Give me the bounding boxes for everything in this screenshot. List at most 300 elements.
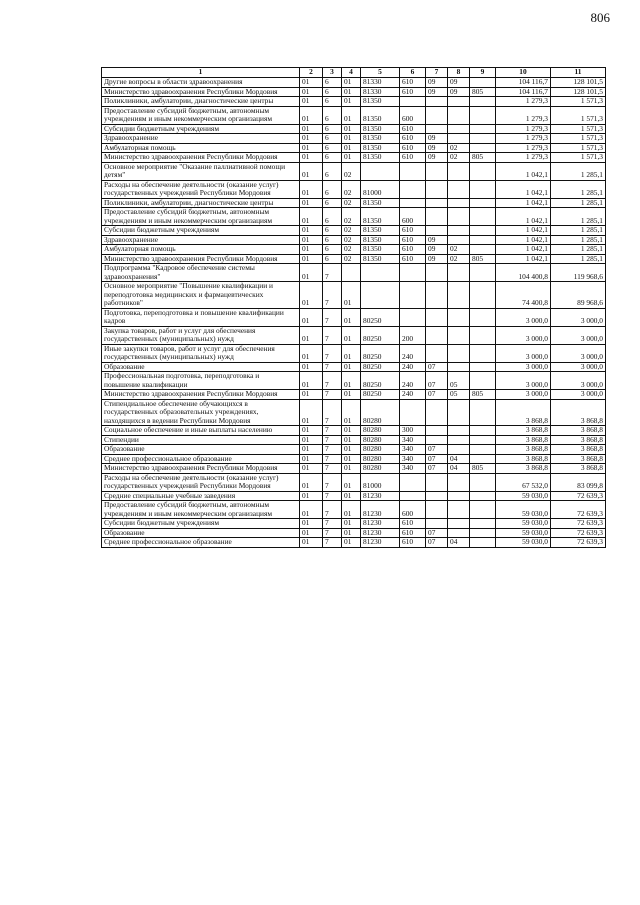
- table-row: [102, 464, 606, 474]
- table-cell: [448, 426, 470, 436]
- row-label-cell: Амбулаторная помощь: [102, 143, 300, 153]
- table-cell: [426, 282, 448, 309]
- table-cell: 72 639,3: [551, 528, 606, 538]
- table-cell: 6: [323, 97, 342, 107]
- table-cell: [426, 106, 448, 124]
- table-cell: 6: [323, 226, 342, 236]
- table-cell: 3 000,0: [496, 372, 551, 390]
- table-cell: 01: [342, 454, 361, 464]
- table-cell: 3 868,8: [551, 464, 606, 474]
- table-cell: 3 868,8: [551, 399, 606, 426]
- table-cell: 01: [342, 326, 361, 344]
- table-cell: 1 285,1: [551, 254, 606, 264]
- table-cell: 01: [300, 326, 323, 344]
- table-cell: [470, 538, 496, 548]
- table-cell: 3 000,0: [496, 308, 551, 326]
- table-cell: 01: [300, 282, 323, 309]
- table-cell: 02: [342, 198, 361, 208]
- table-cell: [426, 226, 448, 236]
- table-cell: 6: [323, 198, 342, 208]
- table-cell: [448, 124, 470, 134]
- table-cell: 01: [342, 78, 361, 88]
- row-label-cell: Основное мероприятие "Оказание паллиативной помощи детям": [102, 162, 300, 180]
- table-cell: 81350: [361, 198, 400, 208]
- table-cell: 01: [300, 245, 323, 255]
- column-header: 3: [323, 68, 342, 78]
- table-cell: 80280: [361, 454, 400, 464]
- table-cell: [448, 235, 470, 245]
- table-cell: 89 968,6: [551, 282, 606, 309]
- table-row: [102, 473, 606, 491]
- table-cell: 7: [323, 344, 342, 362]
- table-cell: [426, 426, 448, 436]
- table-cell: [426, 491, 448, 501]
- table-body: [102, 78, 606, 548]
- table-cell: 3 868,8: [496, 445, 551, 455]
- table-cell: [470, 245, 496, 255]
- table-cell: 610: [400, 226, 426, 236]
- table-cell: 80280: [361, 426, 400, 436]
- row-label-cell: Подпрограмма "Кадровое обеспечение системы здравоохранения": [102, 264, 300, 282]
- table-cell: 04: [448, 464, 470, 474]
- table-cell: 3 868,8: [496, 435, 551, 445]
- table-cell: 81350: [361, 254, 400, 264]
- table-cell: 04: [448, 538, 470, 548]
- table-cell: 6: [323, 124, 342, 134]
- table-cell: 09: [426, 153, 448, 163]
- table-cell: 81230: [361, 519, 400, 529]
- table-cell: 80280: [361, 435, 400, 445]
- table-cell: 6: [323, 143, 342, 153]
- table-cell: 3 868,8: [496, 426, 551, 436]
- table-cell: [400, 198, 426, 208]
- table-cell: [448, 399, 470, 426]
- table-cell: 81000: [361, 180, 400, 198]
- row-label-cell: Образование: [102, 362, 300, 372]
- table-cell: 01: [342, 106, 361, 124]
- column-header: 2: [300, 68, 323, 78]
- table-cell: 81230: [361, 501, 400, 519]
- table-cell: 09: [426, 245, 448, 255]
- table-cell: [426, 264, 448, 282]
- table-cell: 7: [323, 454, 342, 464]
- table-cell: 3 868,8: [551, 426, 606, 436]
- table-cell: [470, 445, 496, 455]
- table-cell: 09: [426, 78, 448, 88]
- row-label-cell: Расходы на обеспечение деятельности (оказание услуг) государственных учреждений Республики Мордовия: [102, 473, 300, 491]
- table-cell: 09: [426, 254, 448, 264]
- table-cell: 104 116,7: [496, 87, 551, 97]
- table-cell: 3 868,8: [551, 435, 606, 445]
- table-cell: 01: [300, 308, 323, 326]
- table-cell: 01: [300, 153, 323, 163]
- page-number: 806: [590, 10, 610, 25]
- table-cell: 1 571,3: [551, 153, 606, 163]
- table-cell: 04: [448, 454, 470, 464]
- table-cell: [426, 326, 448, 344]
- table-cell: [470, 97, 496, 107]
- table-cell: 240: [400, 344, 426, 362]
- table-cell: [470, 435, 496, 445]
- table-cell: 74 400,8: [496, 282, 551, 309]
- table-cell: 01: [342, 87, 361, 97]
- table-cell: [470, 198, 496, 208]
- table-cell: 01: [342, 528, 361, 538]
- table-cell: 240: [400, 372, 426, 390]
- table-cell: 1 279,3: [496, 97, 551, 107]
- row-label-cell: Подготовка, переподготовка и повышение квалификации кадров: [102, 308, 300, 326]
- table-row: [102, 78, 606, 88]
- table-cell: 01: [300, 426, 323, 436]
- table-cell: 01: [300, 501, 323, 519]
- table-cell: [426, 399, 448, 426]
- table-cell: 3 868,8: [551, 445, 606, 455]
- table-cell: 1 042,1: [496, 162, 551, 180]
- table-cell: 81000: [361, 473, 400, 491]
- row-label-cell: Образование: [102, 528, 300, 538]
- table-cell: 81350: [361, 134, 400, 144]
- table-cell: 80250: [361, 372, 400, 390]
- table-cell: [400, 491, 426, 501]
- table-cell: 59 030,0: [496, 519, 551, 529]
- table-cell: 81350: [361, 208, 400, 226]
- table-cell: 80250: [361, 362, 400, 372]
- table-cell: 6: [323, 235, 342, 245]
- column-header: 10: [496, 68, 551, 78]
- table-cell: 81230: [361, 528, 400, 538]
- table-cell: 09: [448, 87, 470, 97]
- table-cell: 805: [470, 390, 496, 400]
- table-cell: 09: [426, 87, 448, 97]
- table-cell: 128 101,5: [551, 87, 606, 97]
- table-cell: 01: [342, 372, 361, 390]
- table-cell: 610: [400, 528, 426, 538]
- table-cell: [361, 282, 400, 309]
- table-cell: 1 285,1: [551, 198, 606, 208]
- table-cell: [448, 344, 470, 362]
- table-cell: 81230: [361, 538, 400, 548]
- table-cell: 72 639,3: [551, 501, 606, 519]
- row-label-cell: Образование: [102, 445, 300, 455]
- row-label-cell: Министерство здравоохранения Республики Мордовия: [102, 254, 300, 264]
- table-cell: 805: [470, 254, 496, 264]
- table-cell: [470, 473, 496, 491]
- table-cell: 1 285,1: [551, 226, 606, 236]
- table-cell: [470, 528, 496, 538]
- table-cell: 02: [448, 153, 470, 163]
- table-cell: 01: [342, 124, 361, 134]
- table-cell: [448, 528, 470, 538]
- table-cell: 01: [342, 308, 361, 326]
- table-cell: 81350: [361, 124, 400, 134]
- row-label-cell: Субсидии бюджетным учреждениям: [102, 519, 300, 529]
- table-cell: 01: [342, 538, 361, 548]
- table-cell: 610: [400, 134, 426, 144]
- row-label-cell: Закупка товаров, работ и услуг для обеспечения государственных (муниципальных) нужд: [102, 326, 300, 344]
- table-cell: 09: [426, 235, 448, 245]
- table-cell: 340: [400, 454, 426, 464]
- table-cell: 07: [426, 464, 448, 474]
- table-header-row: [102, 68, 606, 78]
- table-cell: 6: [323, 106, 342, 124]
- table-cell: 81350: [361, 226, 400, 236]
- table-row: [102, 528, 606, 538]
- row-label-cell: Здравоохранение: [102, 134, 300, 144]
- budget-table: [101, 67, 606, 548]
- table-cell: 09: [426, 134, 448, 144]
- table-cell: 01: [300, 464, 323, 474]
- row-label-cell: Здравоохранение: [102, 235, 300, 245]
- table-cell: 81230: [361, 491, 400, 501]
- table-cell: [448, 208, 470, 226]
- table-cell: 1 042,1: [496, 180, 551, 198]
- row-label-cell: Расходы на обеспечение деятельности (оказание услуг) государственных учреждений Республики Мордовия: [102, 180, 300, 198]
- table-row: [102, 134, 606, 144]
- table-cell: 01: [342, 344, 361, 362]
- column-header: 5: [361, 68, 400, 78]
- table-cell: 1 285,1: [551, 208, 606, 226]
- table-cell: [426, 124, 448, 134]
- table-cell: 340: [400, 435, 426, 445]
- table-cell: 1 042,1: [496, 226, 551, 236]
- table-row: [102, 124, 606, 134]
- table-cell: 72 639,3: [551, 491, 606, 501]
- table-cell: [448, 519, 470, 529]
- table-cell: [361, 162, 400, 180]
- table-cell: 59 030,0: [496, 491, 551, 501]
- table-cell: 02: [342, 254, 361, 264]
- table-cell: [470, 519, 496, 529]
- row-label-cell: Министерство здравоохранения Республики Мордовия: [102, 390, 300, 400]
- table-cell: 01: [300, 254, 323, 264]
- row-label-cell: Другие вопросы в области здравоохранения: [102, 78, 300, 88]
- table-cell: [448, 226, 470, 236]
- table-cell: 07: [426, 390, 448, 400]
- table-cell: 02: [342, 245, 361, 255]
- table-row: [102, 254, 606, 264]
- table-cell: [470, 491, 496, 501]
- table-row: [102, 326, 606, 344]
- table-cell: 610: [400, 153, 426, 163]
- table-cell: 7: [323, 308, 342, 326]
- table-cell: 3 000,0: [551, 308, 606, 326]
- table-row: [102, 538, 606, 548]
- table-cell: 1 279,3: [496, 143, 551, 153]
- table-cell: 02: [342, 226, 361, 236]
- table-cell: [426, 208, 448, 226]
- table-cell: 200: [400, 326, 426, 344]
- table-cell: 01: [300, 528, 323, 538]
- table-cell: 01: [300, 399, 323, 426]
- table-cell: [470, 326, 496, 344]
- table-cell: [470, 208, 496, 226]
- table-cell: [426, 308, 448, 326]
- table-cell: 01: [342, 134, 361, 144]
- table-cell: [400, 180, 426, 198]
- table-cell: 1 279,3: [496, 134, 551, 144]
- table-cell: [470, 399, 496, 426]
- table-cell: [470, 426, 496, 436]
- table-cell: [400, 282, 426, 309]
- table-cell: 01: [300, 372, 323, 390]
- table-cell: 01: [342, 501, 361, 519]
- table-cell: [448, 362, 470, 372]
- table-cell: 610: [400, 235, 426, 245]
- table-cell: [448, 445, 470, 455]
- table-cell: [426, 180, 448, 198]
- table-cell: [448, 264, 470, 282]
- table-row: [102, 226, 606, 236]
- table-cell: 1 042,1: [496, 254, 551, 264]
- table-cell: 6: [323, 162, 342, 180]
- column-header: 11: [551, 68, 606, 78]
- table-cell: 610: [400, 124, 426, 134]
- table-row: [102, 362, 606, 372]
- row-label-cell: Профессиональная подготовка, переподготовка и повышение квалификации: [102, 372, 300, 390]
- table-cell: 3 000,0: [551, 362, 606, 372]
- table-cell: 01: [300, 538, 323, 548]
- table-cell: [426, 162, 448, 180]
- table-cell: 1 285,1: [551, 180, 606, 198]
- table-cell: 01: [342, 464, 361, 474]
- table-row: [102, 87, 606, 97]
- table-cell: [426, 344, 448, 362]
- table-row: [102, 491, 606, 501]
- table-row: [102, 162, 606, 180]
- table-cell: [470, 106, 496, 124]
- table-cell: [426, 519, 448, 529]
- table-cell: 7: [323, 538, 342, 548]
- table-row: [102, 454, 606, 464]
- table-cell: 01: [300, 226, 323, 236]
- table-cell: 7: [323, 326, 342, 344]
- table-cell: 01: [300, 435, 323, 445]
- table-cell: 1 285,1: [551, 245, 606, 255]
- row-label-cell: Субсидии бюджетным учреждениям: [102, 124, 300, 134]
- table-cell: 02: [448, 254, 470, 264]
- table-cell: 1 279,3: [496, 153, 551, 163]
- table-cell: 340: [400, 464, 426, 474]
- table-cell: 7: [323, 519, 342, 529]
- table-cell: 1 571,3: [551, 143, 606, 153]
- table-cell: 340: [400, 445, 426, 455]
- column-header: 7: [426, 68, 448, 78]
- table-cell: 1 042,1: [496, 198, 551, 208]
- row-label-cell: Министерство здравоохранения Республики Мордовия: [102, 464, 300, 474]
- table-cell: [448, 473, 470, 491]
- table-cell: 02: [448, 143, 470, 153]
- column-header: 6: [400, 68, 426, 78]
- table-row: [102, 390, 606, 400]
- table-row: [102, 198, 606, 208]
- table-cell: 01: [300, 390, 323, 400]
- column-header: 8: [448, 68, 470, 78]
- table-row: [102, 208, 606, 226]
- table-row: [102, 282, 606, 309]
- table-cell: [448, 134, 470, 144]
- table-cell: 7: [323, 362, 342, 372]
- table-cell: [470, 362, 496, 372]
- table-cell: 02: [342, 162, 361, 180]
- table-cell: 610: [400, 78, 426, 88]
- table-cell: 07: [426, 528, 448, 538]
- column-header: 9: [470, 68, 496, 78]
- table-cell: 1 571,3: [551, 134, 606, 144]
- table-cell: [470, 372, 496, 390]
- table-cell: [448, 308, 470, 326]
- table-cell: 02: [342, 180, 361, 198]
- table-cell: 83 099,8: [551, 473, 606, 491]
- table-cell: 01: [300, 106, 323, 124]
- table-row: [102, 180, 606, 198]
- table-cell: 07: [426, 538, 448, 548]
- table-row: [102, 143, 606, 153]
- table-cell: [470, 282, 496, 309]
- table-cell: 72 639,3: [551, 538, 606, 548]
- table-cell: 07: [426, 362, 448, 372]
- table-cell: 3 000,0: [551, 326, 606, 344]
- table-cell: 600: [400, 501, 426, 519]
- table-cell: [448, 501, 470, 519]
- table-cell: 104 400,8: [496, 264, 551, 282]
- table-cell: 1 042,1: [496, 235, 551, 245]
- table-cell: 6: [323, 78, 342, 88]
- table-cell: [470, 308, 496, 326]
- table-cell: 05: [448, 390, 470, 400]
- table-cell: 01: [300, 143, 323, 153]
- row-label-cell: Амбулаторная помощь: [102, 245, 300, 255]
- table-row: [102, 97, 606, 107]
- table-cell: 81350: [361, 106, 400, 124]
- table-cell: 01: [342, 399, 361, 426]
- table-row: [102, 399, 606, 426]
- table-cell: 01: [300, 344, 323, 362]
- table-cell: [400, 97, 426, 107]
- table-cell: 610: [400, 519, 426, 529]
- table-cell: 07: [426, 445, 448, 455]
- table-cell: [400, 264, 426, 282]
- table-cell: 01: [300, 124, 323, 134]
- table-cell: 6: [323, 87, 342, 97]
- table-cell: 7: [323, 426, 342, 436]
- table-cell: 81350: [361, 235, 400, 245]
- table-cell: 128 101,5: [551, 78, 606, 88]
- table-row: [102, 308, 606, 326]
- table-cell: 3 000,0: [496, 326, 551, 344]
- table-cell: 7: [323, 372, 342, 390]
- table-cell: 81350: [361, 97, 400, 107]
- table-cell: 3 000,0: [496, 344, 551, 362]
- table-row: [102, 153, 606, 163]
- table-cell: 01: [342, 519, 361, 529]
- table-cell: 01: [300, 208, 323, 226]
- table-row: [102, 372, 606, 390]
- table-cell: [448, 282, 470, 309]
- table-cell: 02: [342, 208, 361, 226]
- table-cell: [470, 235, 496, 245]
- table-cell: 81350: [361, 143, 400, 153]
- table-cell: 05: [448, 372, 470, 390]
- table-row: [102, 435, 606, 445]
- table-cell: 01: [300, 97, 323, 107]
- table-cell: 81330: [361, 78, 400, 88]
- table-cell: [470, 78, 496, 88]
- table-cell: [426, 473, 448, 491]
- table-cell: 02: [448, 245, 470, 255]
- table-cell: 3 868,8: [496, 454, 551, 464]
- table-cell: 01: [300, 445, 323, 455]
- table-cell: [448, 491, 470, 501]
